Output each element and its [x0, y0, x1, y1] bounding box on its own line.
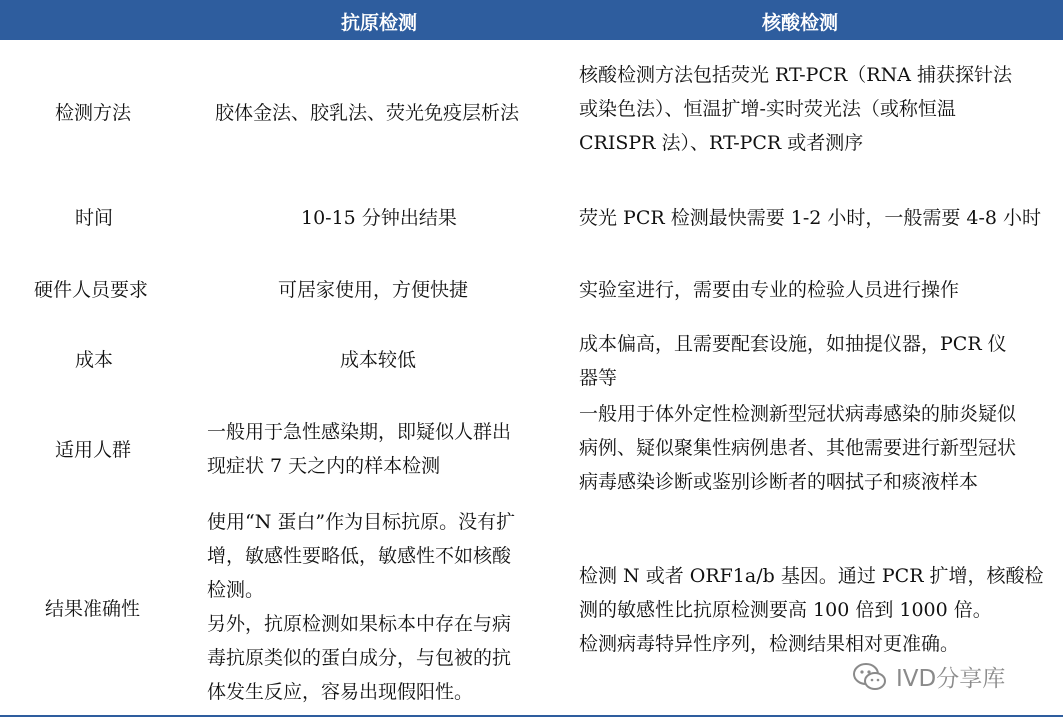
text-line: 可居家使用，方便快捷 [278, 279, 469, 301]
row-label-method: 检测方法 [55, 102, 132, 124]
row-label-accuracy: 结果准确性 [45, 598, 141, 620]
text-line: 检测。 [207, 579, 265, 601]
nucleic-requirements [579, 273, 959, 307]
text-line: 器等 [579, 367, 618, 389]
text-line: 检测病毒特异性序列，检测结果相对更准确。 [579, 633, 960, 655]
text-line: 毒抗原类似的蛋白成分，与包被的抗 [207, 647, 512, 669]
bottom-rule [0, 715, 1063, 717]
header-nucleic: 核酸检测 [762, 12, 839, 34]
nucleic-time [579, 201, 1041, 235]
antigen-cost [340, 343, 416, 377]
antigen-accuracy [207, 505, 515, 709]
text-line: 检测 N 或者 ORF1a/b 基因。通过 PCR 扩增，核酸检 [579, 565, 1044, 587]
text-line: 或染色法）、恒温扩增-实时荧光法（或称恒温 [579, 98, 956, 120]
table-header [0, 0, 1063, 40]
text-line: CRISPR 法）、RT-PCR 或者测序 [579, 132, 864, 154]
antigen-population [207, 415, 511, 483]
watermark [852, 660, 1005, 693]
nucleic-method [579, 58, 1012, 160]
text-line: 另外，抗原检测如果标本中存在与病 [207, 613, 512, 635]
nucleic-cost [579, 327, 1007, 395]
nucleic-accuracy [579, 559, 1044, 661]
text-line: 体发生反应，容易出现假阳性。 [207, 681, 474, 703]
text-line: 胶体金法、胶乳法、荧光免疫层析法 [215, 102, 520, 124]
text-line: 实验室进行，需要由专业的检验人员进行操作 [579, 279, 960, 301]
row-label-requirements: 硬件人员要求 [34, 279, 149, 301]
text-line: 增，敏感性要略低，敏感性不如核酸 [207, 545, 512, 567]
text-line: 10-15 分钟出结果 [301, 207, 457, 229]
header-antigen: 抗原检测 [341, 12, 418, 34]
antigen-requirements [278, 273, 468, 307]
text-line: 使用“N 蛋白”作为目标抗原。没有扩 [207, 511, 516, 533]
row-label-time: 时间 [75, 207, 114, 229]
text-line: 成本较低 [340, 349, 417, 371]
text-line: 核酸检测方法包括荧光 RT-PCR（RNA 捕获探针法 [579, 64, 1012, 86]
text-line: 现症状 7 天之内的样本检测 [207, 455, 441, 477]
antigen-method [215, 96, 519, 130]
text-line: 成本偏高，且需要配套设施，如抽提仪器，PCR 仪 [579, 333, 1007, 355]
row-label-population: 适用人群 [55, 439, 132, 461]
text-line: 测的敏感性比抗原检测要高 100 倍到 1000 倍。 [579, 599, 992, 621]
text-line: 一般用于体外定性检测新型冠状病毒感染的肺炎疑似 [579, 403, 1017, 425]
row-label-cost: 成本 [75, 349, 114, 371]
text-line: 一般用于急性感染期，即疑似人群出 [207, 421, 512, 443]
watermark-text: IVD分享库 [896, 666, 1006, 692]
antigen-time [301, 201, 457, 235]
nucleic-population [579, 397, 1016, 499]
text-line: 荧光 PCR 检测最快需要 1-2 小时，一般需要 4-8 小时 [579, 207, 1042, 229]
text-line: 病例、疑似聚集性病例患者、其他需要进行新型冠状 [579, 437, 1017, 459]
text-line: 病毒感染诊断或鉴别诊断者的咽拭子和痰液样本 [579, 471, 979, 493]
wechat-icon [852, 662, 888, 692]
